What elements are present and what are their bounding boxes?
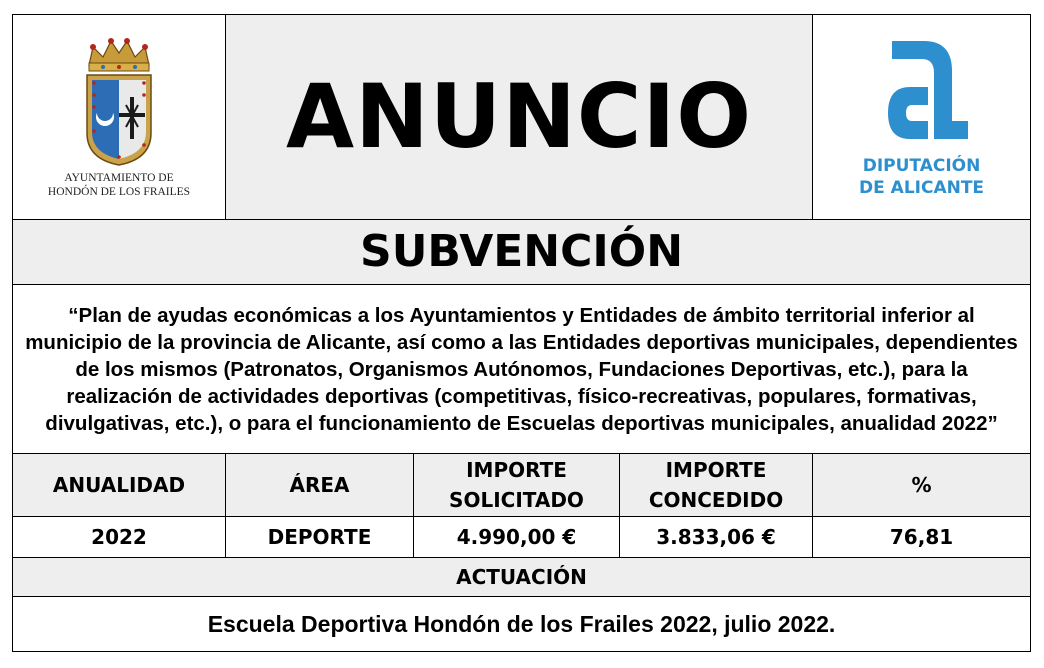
importe-concedido-value: 3.833,06 € (656, 525, 776, 549)
cell-anualidad (13, 517, 226, 558)
cell-area (226, 517, 414, 558)
cell-porcentaje (813, 517, 1031, 558)
description-cell (13, 285, 1031, 454)
diputacion-a-logo-icon (866, 35, 978, 147)
anualidad-value: 2022 (91, 525, 147, 549)
subtitle-cell (13, 220, 1031, 285)
cell-importe-solicitado (414, 517, 620, 558)
diputacion-name-line1: DIPUTACIÓN (862, 156, 981, 176)
header-importe-solicitado (414, 454, 620, 517)
header-importe-solicitado-line2: SOLICITADO (449, 488, 584, 512)
subtitle: SUBVENCIÓN (360, 226, 684, 277)
diputacion-name-line2: DE ALICANTE (859, 178, 985, 198)
header-anualidad-label: ANUALIDAD (52, 473, 186, 497)
title-cell (226, 15, 813, 220)
header-importe-solicitado-line1: IMPORTE (466, 458, 567, 482)
header-porcentaje (813, 454, 1031, 517)
actuacion-label-cell (13, 558, 1031, 597)
cell-importe-concedido (620, 517, 813, 558)
table-row (13, 517, 1031, 558)
municipality-caption-line2: HONDÓN DE LOS FRAILES (47, 186, 191, 198)
coat-of-arms-icon (79, 35, 159, 167)
header-importe-concedido-line1: IMPORTE (665, 458, 767, 482)
header-importe-concedido (620, 454, 813, 517)
header-area (226, 454, 414, 517)
diputacion-logo-cell (813, 15, 1031, 220)
actuacion-text-cell (13, 597, 1031, 652)
header-area-label: ÁREA (289, 473, 350, 497)
page-title: ANUNCIO (286, 65, 753, 168)
municipal-logo-cell (13, 15, 226, 220)
municipality-caption-line1: AYUNTAMIENTO DE (64, 172, 174, 184)
header-anualidad (13, 454, 226, 517)
announcement-table (12, 14, 1031, 652)
actuacion-label: ACTUACIÓN (456, 565, 587, 589)
program-description: “Plan de ayudas económicas a los Ayuntamientos y Entidades de ámbito territorial inferior al municipio de la provincia de Alicante, así como a las Entidades deportivas municipales, dependientes de los mismos (Patronatos, Organismos Autónomos, Fundaciones Deportivas, etc.), para la realización de actividades deportivas (competitivas, físico-recreativas, populares, formativas, divulgativas, etc.), o para el funcionamiento de Escuelas deportivas municipales, anualidad 2022” (25, 303, 1018, 435)
importe-solicitado-value: 4.990,00 € (456, 525, 577, 549)
header-importe-concedido-line2: CONCEDIDO (648, 488, 784, 512)
actuacion-text: Escuela Deportiva Hondón de los Frailes 2022, julio 2022. (207, 610, 836, 637)
porcentaje-value: 76,81 (889, 525, 954, 549)
announcement-sheet (12, 14, 1030, 657)
area-value: DEPORTE (267, 525, 372, 549)
header-porcentaje-label: % (911, 473, 932, 497)
